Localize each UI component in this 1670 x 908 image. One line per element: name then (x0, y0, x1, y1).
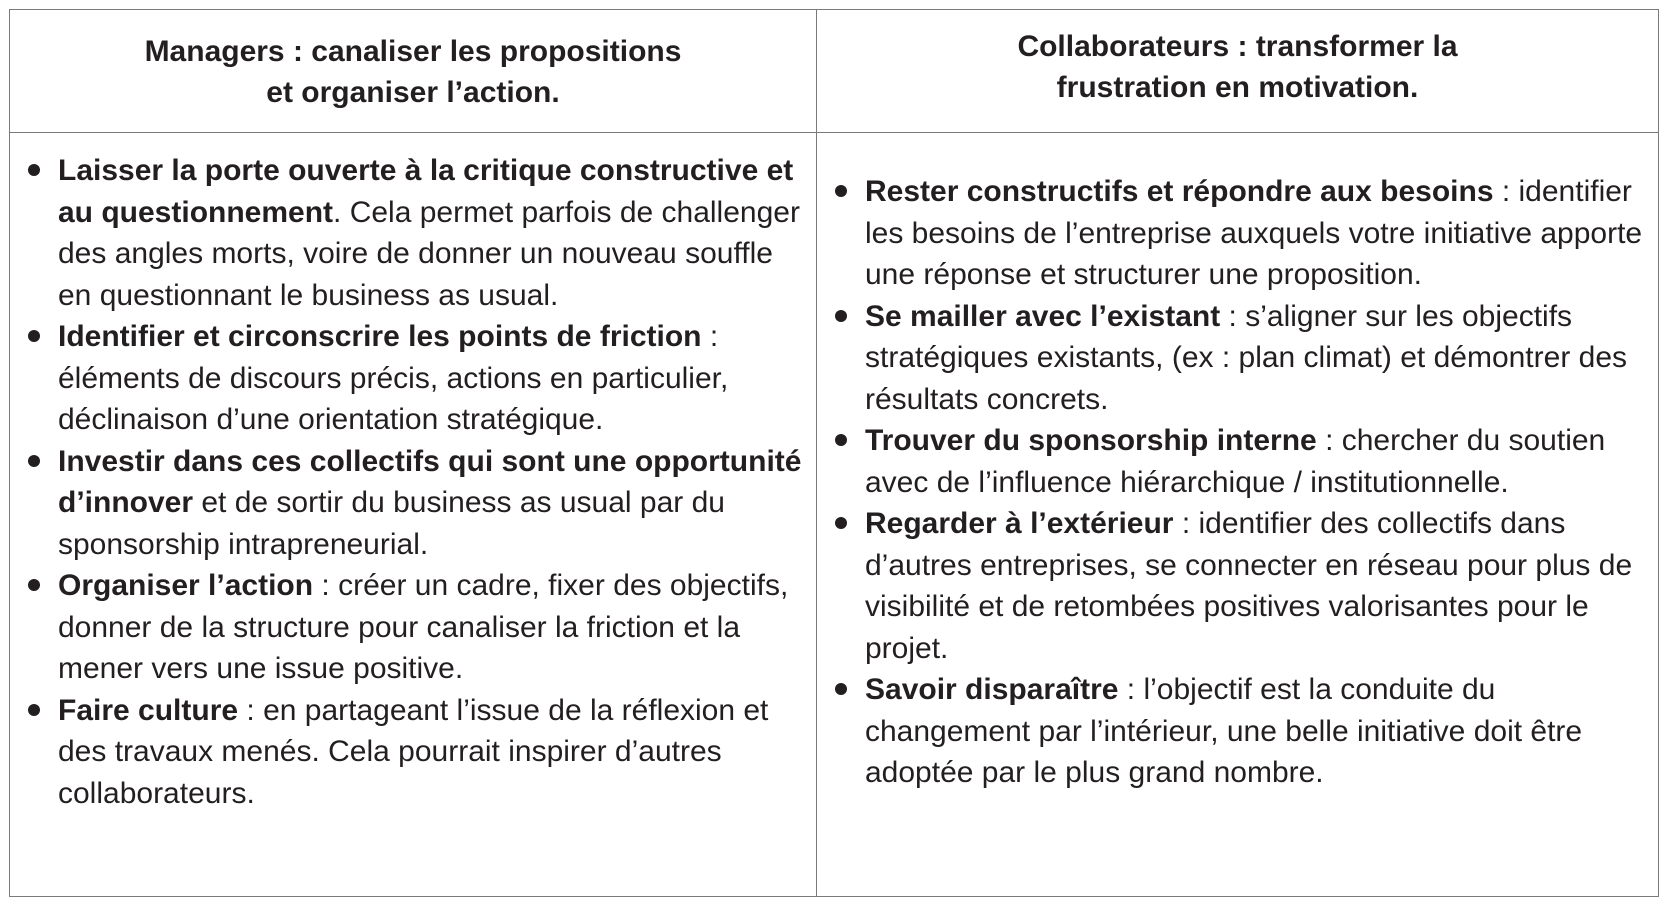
bullet-icon (28, 164, 40, 176)
header-managers-bold: Managers (144, 35, 285, 68)
list-item (26, 150, 808, 316)
item-lead: Savoir disparaître (865, 673, 1119, 706)
header-collaborateurs-line1: : transformer la (1229, 29, 1458, 63)
list-item (833, 420, 1650, 503)
header-managers (10, 10, 816, 132)
comparison-table (9, 9, 1659, 897)
item-text: : identifier des collectifs dans d’autres entreprises, se connecter en réseau pour plus de visibilité et de retombées positives valorisantes pour le projet. (865, 507, 1633, 665)
item-text: : l’objectif est la conduite du changement par l’intérieur, une belle initiative doit être adoptée par le plus grand nombre. (865, 673, 1583, 789)
item-text: et de sortir du business as usual par du sponsorship intrapreneurial. (58, 486, 725, 561)
item-text: . Cela permet parfois de challenger des angles morts, voire de donner un nouveau souffle en questionnant le business as usual. (58, 195, 800, 312)
list-item (26, 565, 808, 690)
item-text: : éléments de discours précis, actions en particulier, déclinaison d’une orientation stratégique. (58, 320, 729, 436)
item-text: : chercher du soutien avec de l’influence hiérarchique / institutionnelle. (865, 424, 1606, 499)
collaborateurs-cell (817, 133, 1658, 794)
list-item (26, 441, 808, 566)
item-text: : créer un cadre, fixer des objectifs, donner de la structure pour canaliser la friction et la mener vers une issue positive. (58, 569, 789, 685)
list-item (26, 316, 808, 441)
header-managers-line1: : canaliser les propositions (284, 35, 682, 68)
item-text: : en partageant l’issue de la réflexion et des travaux menés. Cela pourrait inspirer d’autres collaborateurs. (58, 693, 769, 810)
item-lead: Laisser la porte ouverte à la critique constructive et au questionnement (58, 154, 794, 229)
header-collaborateurs-bold: Collaborateurs (1017, 29, 1230, 63)
item-lead: Rester constructifs et répondre aux besoins (865, 175, 1494, 208)
list-item (833, 171, 1650, 296)
item-lead: Faire culture (58, 693, 239, 727)
item-lead: Regarder à l’extérieur (865, 507, 1174, 540)
item-lead: Se mailler avec l’existant (865, 299, 1221, 333)
header-collaborateurs (817, 10, 1658, 132)
bullet-icon (28, 455, 40, 467)
list-item (26, 690, 808, 815)
item-lead: Investir dans ces collectifs qui sont une opportunité d’innover (58, 444, 802, 519)
list-item (833, 503, 1650, 669)
item-lead: Identifier et circonscrire les points de friction (58, 320, 702, 353)
bullet-icon (28, 704, 40, 716)
list-item (833, 296, 1650, 421)
list-item (833, 669, 1650, 794)
managers-list (26, 150, 808, 814)
bullet-icon (835, 683, 847, 695)
item-lead: Organiser l’action (58, 569, 314, 602)
managers-cell (10, 133, 816, 814)
bullet-icon (28, 330, 40, 342)
bullet-icon (835, 434, 847, 446)
bullet-icon (835, 310, 847, 322)
item-text: : s’aligner sur les objectifs stratégiques existants, (ex : plan climat) et démontrer des résultats concrets. (865, 299, 1628, 416)
bullet-icon (835, 185, 847, 197)
item-lead: Trouver du sponsorship interne (865, 424, 1317, 457)
header-collaborateurs-line2: frustration en motivation. (1056, 70, 1419, 104)
item-text: : identifier les besoins de l’entreprise auxquels votre initiative apporte une réponse et structurer une proposition. (865, 175, 1643, 291)
bullet-icon (28, 579, 40, 591)
header-managers-line2: et organiser l’action. (266, 76, 560, 109)
bullet-icon (835, 517, 847, 529)
collaborateurs-list (833, 171, 1650, 794)
